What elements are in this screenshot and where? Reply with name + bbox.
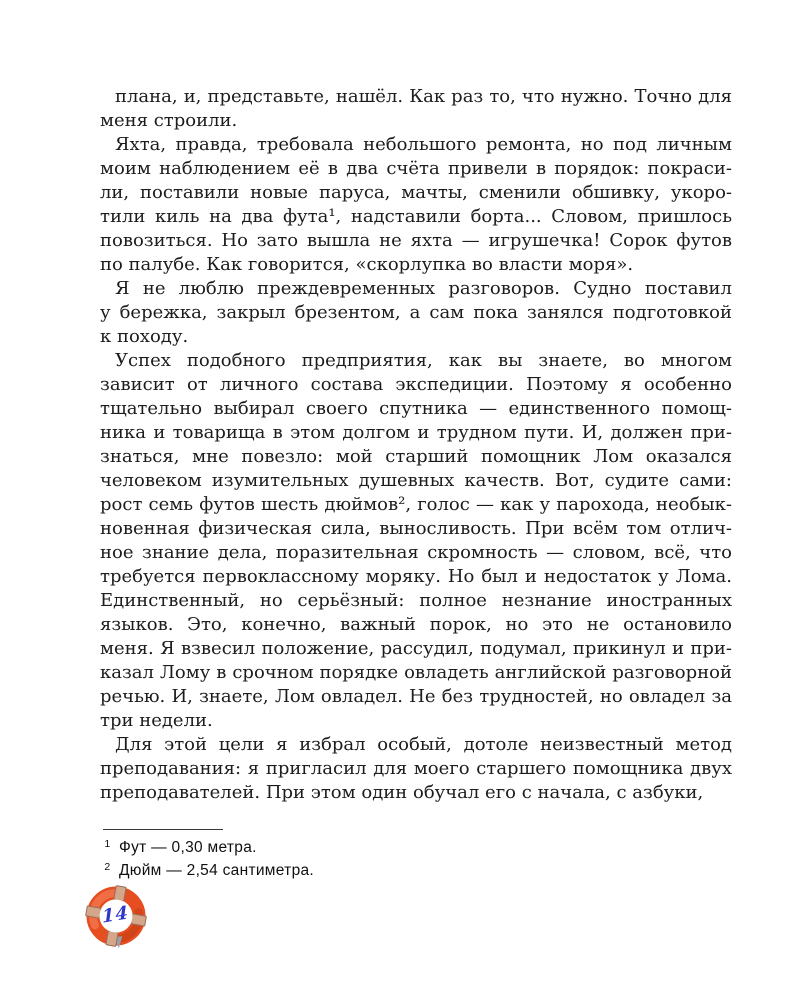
text-line: у бережка, закрыл брезентом, а сам пока занялся подготовкой bbox=[100, 302, 732, 323]
text-line: три недели. bbox=[100, 710, 213, 731]
footnote-marker: 1 bbox=[104, 838, 111, 850]
page-number: 14 bbox=[101, 902, 130, 928]
text-line: новенная физическая сила, выносливость. При всём том отлич- bbox=[100, 518, 732, 539]
text-line: меня. Я взвесил положение, рассудил, подумал, прикинул и при- bbox=[100, 638, 732, 659]
text-line: к походу. bbox=[100, 326, 189, 347]
paragraph bbox=[100, 277, 732, 349]
text-line: Единственный, но серьёзный: полное незнание иностранных bbox=[100, 590, 732, 611]
page-marker bbox=[84, 884, 148, 948]
footnote-divider bbox=[103, 829, 223, 830]
text-line: моим наблюдением её в два счёта привели в порядок: покраси- bbox=[100, 158, 732, 179]
text-line: тили киль на два фута¹, надставили борта... Словом, пришлось bbox=[100, 206, 732, 227]
text-line: казал Лому в срочном порядке овладеть английской разговорной bbox=[100, 662, 732, 683]
footnote-text: Дюйм — 2,54 сантиметра. bbox=[119, 862, 315, 879]
paragraph bbox=[100, 133, 732, 277]
text-line: повозиться. Но зато вышла не яхта — игрушечка! Сорок футов bbox=[100, 230, 732, 251]
text-line: рост семь футов шесть дюймов², голос — как у парохода, необык- bbox=[100, 494, 732, 515]
text-line: зависит от личного состава экспедиции. Поэтому я особенно bbox=[100, 374, 732, 395]
paragraph bbox=[100, 349, 732, 733]
text-line: меня строили. bbox=[100, 110, 238, 131]
text-line: Яхта, правда, требовала небольшого ремонта, но под личным bbox=[115, 134, 732, 155]
text-line: речью. И, знаете, Лом овладел. Не без трудностей, но овладел за bbox=[100, 686, 732, 707]
text-line: ника и товарища в этом долгом и трудном пути. И, должен при- bbox=[100, 422, 732, 443]
text-line: тщательно выбирал своего спутника — единственного помощ- bbox=[100, 398, 732, 419]
text-line: по палубе. Как говорится, «скорлупка во власти моря». bbox=[100, 254, 634, 275]
text-line: человеком изумительных душевных качеств. Вот, судите сами: bbox=[100, 470, 732, 491]
footnotes bbox=[103, 837, 523, 883]
text-line: плана, и, представьте, нашёл. Как раз то, что нужно. Точно для bbox=[115, 86, 732, 107]
footnote-text: Фут — 0,30 метра. bbox=[119, 839, 257, 856]
text-line: ное знание дела, поразительная скромность — словом, всё, что bbox=[100, 542, 732, 563]
footnote-marker: 2 bbox=[104, 861, 111, 873]
page-text bbox=[100, 85, 732, 805]
text-line: преподавания: я пригласил для моего старшего помощника двух bbox=[100, 758, 732, 779]
footnote bbox=[103, 860, 523, 883]
text-line: языков. Это, конечно, важный порок, но это не остановило bbox=[100, 614, 732, 635]
paragraph bbox=[100, 85, 732, 133]
footnote bbox=[103, 837, 523, 860]
text-line: преподавателей. При этом один обучал его с начала, с азбуки, bbox=[100, 782, 704, 803]
paragraph bbox=[100, 733, 732, 805]
text-line: Я не люблю преждевременных разговоров. Судно поставил bbox=[115, 278, 732, 299]
text-line: Успех подобного предприятия, как вы знаете, во многом bbox=[115, 350, 732, 371]
text-line: Для этой цели я избрал особый, дотоле неизвестный метод bbox=[115, 734, 732, 755]
text-line: знаться, мне повезло: мой старший помощник Лом оказался bbox=[100, 446, 732, 467]
text-line: ли, поставили новые паруса, мачты, сменили обшивку, укоро- bbox=[100, 182, 732, 203]
text-line: требуется первоклассному моряку. Но был и недостаток у Лома. bbox=[100, 566, 732, 587]
